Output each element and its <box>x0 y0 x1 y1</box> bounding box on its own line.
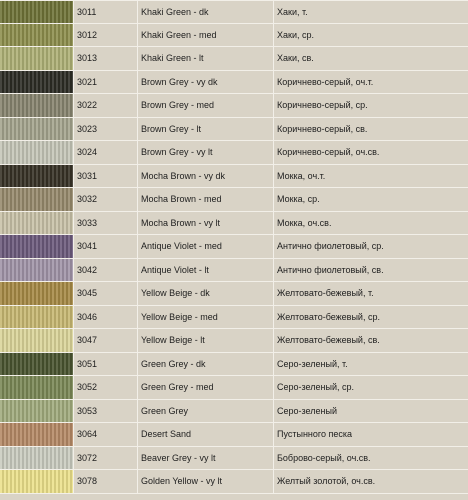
color-code: 3012 <box>74 24 138 47</box>
color-name-en: Brown Grey - lt <box>138 118 274 141</box>
color-code: 3052 <box>74 376 138 399</box>
color-row <box>0 212 468 236</box>
color-row <box>0 470 468 494</box>
color-row <box>0 306 468 330</box>
color-code: 3031 <box>74 165 138 188</box>
color-name-en: Desert Sand <box>138 423 274 446</box>
color-code: 3041 <box>74 235 138 258</box>
color-name-ru: Желтовато-бежевый, т. <box>277 288 374 299</box>
color-swatch <box>0 353 74 376</box>
color-row <box>0 282 468 306</box>
color-swatch <box>0 376 74 399</box>
color-swatch <box>0 423 74 446</box>
color-code: 3078 <box>74 470 138 493</box>
color-row <box>0 24 468 48</box>
color-swatch <box>0 94 74 117</box>
color-swatch <box>0 282 74 305</box>
color-swatch <box>0 165 74 188</box>
color-name-ru: Мокка, оч.св. <box>277 217 332 228</box>
color-code: 3053 <box>74 400 138 423</box>
color-row <box>0 447 468 471</box>
color-swatch <box>0 235 74 258</box>
color-name-ru: Желтовато-бежевый, св. <box>277 335 380 346</box>
color-name-en: Yellow Beige - med <box>138 306 274 329</box>
color-swatch <box>0 470 74 493</box>
color-name-en: Khaki Green - med <box>138 24 274 47</box>
color-name-en: Mocha Brown - vy dk <box>138 165 274 188</box>
color-name-en: Antique Violet - lt <box>138 259 274 282</box>
color-swatch <box>0 71 74 94</box>
color-name-ru: Коричнево-серый, св. <box>277 123 368 134</box>
color-code: 3042 <box>74 259 138 282</box>
color-name-ru: Коричнево-серый, оч.т. <box>277 76 374 87</box>
color-name-ru: Хаки, т. <box>277 6 308 17</box>
color-name-en: Yellow Beige - dk <box>138 282 274 305</box>
color-row <box>0 235 468 259</box>
color-swatch <box>0 400 74 423</box>
color-name-en: Brown Grey - vy lt <box>138 141 274 164</box>
color-row <box>0 118 468 142</box>
color-swatch <box>0 47 74 70</box>
color-row <box>0 329 468 353</box>
color-row <box>0 259 468 283</box>
color-swatch <box>0 447 74 470</box>
color-name-ru: Пустынного песка <box>277 429 353 440</box>
color-swatch <box>0 329 74 352</box>
color-name-en: Green Grey - med <box>138 376 274 399</box>
color-code: 3047 <box>74 329 138 352</box>
color-code: 3072 <box>74 447 138 470</box>
color-name-ru: Серо-зеленый, ср. <box>277 382 354 393</box>
color-name-ru: Мокка, ср. <box>277 194 320 205</box>
color-swatch <box>0 259 74 282</box>
color-swatch <box>0 118 74 141</box>
color-row <box>0 71 468 95</box>
color-code: 3032 <box>74 188 138 211</box>
color-name-ru: Антично фиолетовый, ср. <box>277 241 384 252</box>
color-code: 3045 <box>74 282 138 305</box>
color-row <box>0 353 468 377</box>
color-code: 3064 <box>74 423 138 446</box>
color-row <box>0 141 468 165</box>
color-swatch <box>0 1 74 23</box>
color-name-ru: Коричнево-серый, ср. <box>277 100 368 111</box>
color-name-en: Mocha Brown - med <box>138 188 274 211</box>
color-name-ru: Боброво-серый, оч.св. <box>277 452 371 463</box>
color-row <box>0 376 468 400</box>
color-name-ru: Желтый золотой, оч.св. <box>277 476 376 487</box>
color-name-en: Khaki Green - dk <box>138 1 274 23</box>
color-swatch <box>0 141 74 164</box>
color-swatch <box>0 188 74 211</box>
color-name-en: Khaki Green - lt <box>138 47 274 70</box>
color-swatch <box>0 24 74 47</box>
color-row <box>0 0 468 24</box>
color-swatch <box>0 306 74 329</box>
color-row <box>0 94 468 118</box>
color-name-en: Golden Yellow - vy lt <box>138 470 274 493</box>
color-name-ru: Мокка, оч.т. <box>277 170 326 181</box>
color-code: 3013 <box>74 47 138 70</box>
color-name-en: Brown Grey - vy dk <box>138 71 274 94</box>
color-row <box>0 47 468 71</box>
color-code: 3033 <box>74 212 138 235</box>
color-code: 3011 <box>74 1 138 23</box>
color-name-ru: Антично фиолетовый, св. <box>277 264 384 275</box>
color-code: 3046 <box>74 306 138 329</box>
color-code: 3022 <box>74 94 138 117</box>
color-name-ru: Коричнево-серый, оч.св. <box>277 147 380 158</box>
color-swatch <box>0 212 74 235</box>
color-name-en: Green Grey <box>138 400 274 423</box>
color-name-en: Yellow Beige - lt <box>138 329 274 352</box>
color-name-en: Brown Grey - med <box>138 94 274 117</box>
color-code: 3023 <box>74 118 138 141</box>
color-name-ru: Хаки, ср. <box>277 29 314 40</box>
color-name-ru: Хаки, св. <box>277 53 314 64</box>
color-row <box>0 423 468 447</box>
color-name-en: Green Grey - dk <box>138 353 274 376</box>
color-row <box>0 165 468 189</box>
color-row <box>0 188 468 212</box>
color-name-ru: Желтовато-бежевый, ср. <box>277 311 380 322</box>
color-code: 3021 <box>74 71 138 94</box>
color-name-en: Antique Violet - med <box>138 235 274 258</box>
color-code: 3051 <box>74 353 138 376</box>
color-row <box>0 400 468 424</box>
color-name-en: Beaver Grey - vy lt <box>138 447 274 470</box>
color-name-ru: Серо-зеленый, т. <box>277 358 348 369</box>
color-code: 3024 <box>74 141 138 164</box>
color-name-ru: Серо-зеленый <box>277 405 337 416</box>
color-name-en: Mocha Brown - vy lt <box>138 212 274 235</box>
